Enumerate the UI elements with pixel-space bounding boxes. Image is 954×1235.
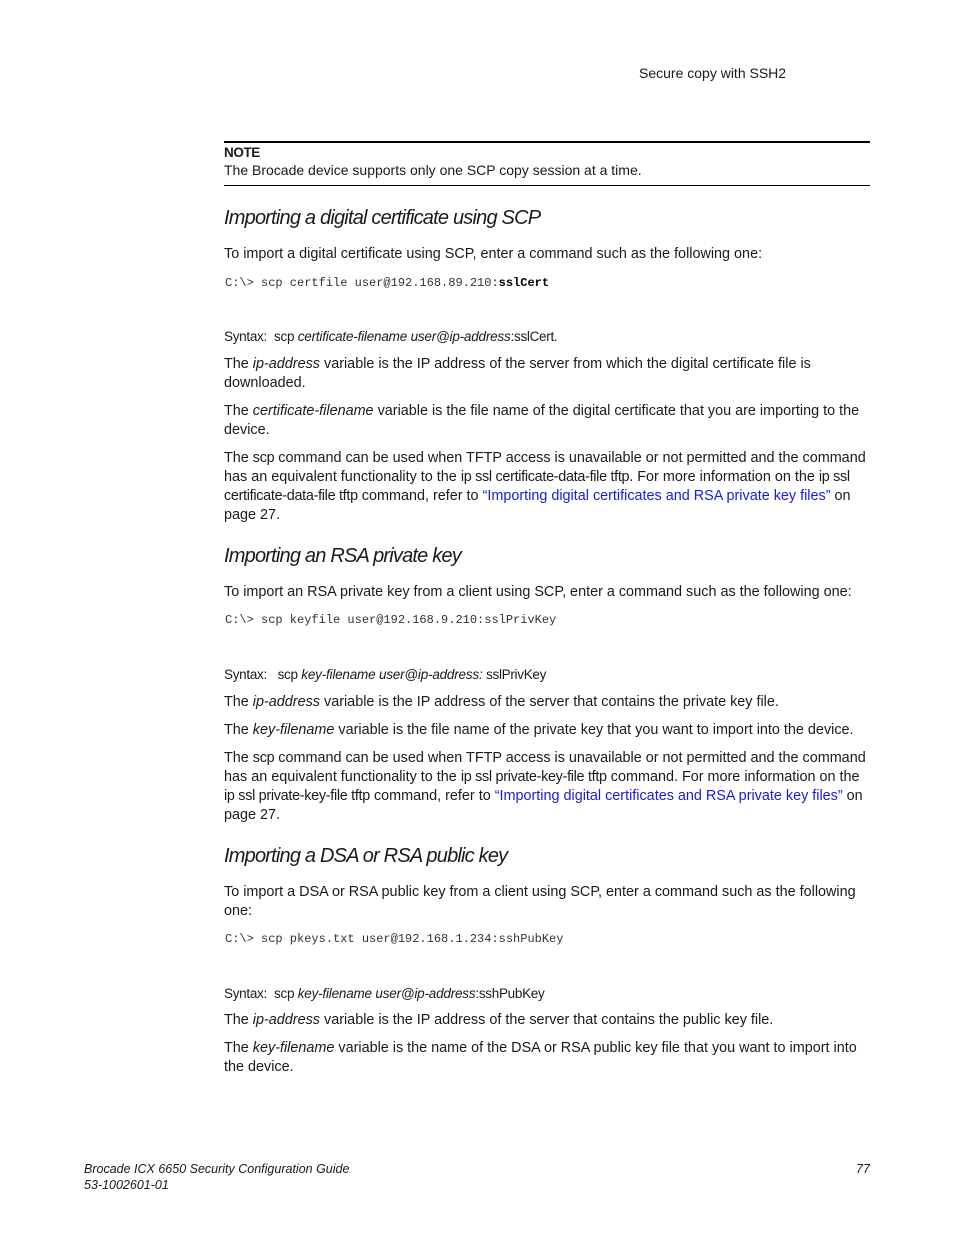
s3-syntax-vars: key-filename user@ip-address: [297, 986, 476, 1001]
note-text: The Brocade device supports only one SCP copy session at a time.: [224, 162, 642, 178]
s3-paragraph-key-filename: [224, 1039, 874, 1077]
s1-p3-scp: scp: [252, 450, 275, 466]
s2-syntax-tail: sslPrivKey: [486, 667, 547, 682]
s2-p3-e: on page 27.: [224, 788, 863, 823]
s2-p1-pre: The: [224, 694, 253, 710]
s1-p3-cmd2: ip ssl certificate-data-file tftp: [224, 469, 850, 504]
section-heading-dsa-rsa-public-key: Importing a DSA or RSA public key: [224, 845, 508, 867]
s2-p3-a: The: [224, 750, 253, 766]
s1-p1-var: ip-address: [252, 356, 320, 372]
s2-p3-cmd2: ip ssl private-key-file tftp: [224, 788, 370, 804]
s2-p2-pre: The: [224, 722, 253, 738]
s3-syntax: [224, 986, 544, 1001]
footer-document-number: 53-1002601-01: [84, 1178, 169, 1192]
s3-p1-pre: The: [224, 1012, 253, 1028]
s1-p2-var: certificate-filename: [252, 403, 374, 419]
s2-syntax: [224, 667, 546, 682]
s1-command-example: [225, 276, 549, 290]
note-top-rule: [224, 141, 870, 143]
s1-p2-pre: The: [224, 403, 253, 419]
running-header: Secure copy with SSH2: [639, 65, 787, 81]
s3-intro: To import a DSA or RSA public key from a client using SCP, enter a command such as the following one:: [224, 884, 856, 919]
s3-p2-post: variable is the name of the DSA or RSA public key file that you want to import into the device.: [224, 1040, 857, 1075]
s3-command-example: C:\> scp pkeys.txt user@192.168.1.234:sshPubKey: [225, 932, 564, 946]
s2-command-example: C:\> scp keyfile user@192.168.9.210:sslPrivKey: [225, 613, 557, 627]
s3-syntax-label: Syntax:: [224, 986, 267, 1001]
s1-p1-post: variable is the IP address of the server from which the digital certificate file is downloaded.: [224, 356, 811, 391]
s1-syntax-scp: scp: [274, 329, 295, 344]
s1-p3-d: command, refer to: [357, 488, 483, 504]
s2-p3-scp: scp: [252, 750, 275, 766]
s1-syntax-vars: certificate-filename user@ip-address: [297, 329, 511, 344]
s1-syntax-tail: :sslCert.: [510, 329, 558, 344]
s3-p1-var: ip-address: [252, 1012, 320, 1028]
s1-p3-b: command can be used when TFTP access is unavailable or not permitted and the command has an equivalent functionality to the: [224, 450, 866, 485]
s1-p3-e: on page 27.: [224, 488, 851, 523]
s2-p3-c: command. For more information on the: [606, 769, 860, 785]
s1-cross-reference-link[interactable]: “Importing digital certificates and RSA private key files”: [482, 488, 831, 504]
s2-p2-post: variable is the file name of the private key that you want to import into the device.: [334, 722, 854, 738]
s3-syntax-tail: :sshPubKey: [475, 986, 545, 1001]
s1-paragraph-ip-address: [224, 355, 874, 393]
s2-p3-d: command, refer to: [369, 788, 495, 804]
s1-p1-pre: The: [224, 356, 253, 372]
s1-syntax: [224, 329, 557, 344]
s2-p2-var: key-filename: [252, 722, 335, 738]
s1-p3-cmd1: ip ssl certificate-data-file tftp: [460, 469, 630, 485]
section-heading-digital-certificate: Importing a digital certificate using SCP: [224, 207, 541, 229]
s3-paragraph-ip-address: [224, 1011, 874, 1030]
s2-paragraph-key-filename: [224, 721, 874, 740]
s1-paragraph-scp: [224, 449, 874, 525]
s1-cmd-prefix: C:\> scp certfile user@192.168.89.210:: [225, 276, 499, 290]
s2-syntax-scp: scp: [277, 667, 298, 682]
footer-page-number: 77: [856, 1162, 870, 1176]
s2-syntax-label: Syntax:: [224, 667, 267, 682]
s1-intro: To import a digital certificate using SCP, enter a command such as the following one:: [224, 246, 763, 262]
section-heading-rsa-private-key: Importing an RSA private key: [224, 545, 461, 567]
note-title: NOTE: [224, 145, 260, 160]
s3-p2-pre: The: [224, 1040, 253, 1056]
s1-cmd-bold: sslCert: [498, 276, 550, 290]
footer-guide-title: Brocade ICX 6650 Security Configuration Guide: [84, 1162, 350, 1176]
s3-syntax-scp: scp: [274, 986, 295, 1001]
s2-p3-cmd1: ip ssl private-key-file tftp: [460, 769, 607, 785]
note-bottom-rule: [224, 185, 870, 186]
s2-intro: To import an RSA private key from a client using SCP, enter a command such as the following one:: [224, 584, 852, 600]
s2-p3-b: command can be used when TFTP access is unavailable or not permitted and the command has an equivalent functionality to the: [224, 750, 866, 785]
s2-syntax-vars: key-filename user@ip-address:: [301, 667, 483, 682]
s3-p1-post: variable is the IP address of the server that contains the public key file.: [320, 1012, 774, 1028]
s2-p1-post: variable is the IP address of the server that contains the private key file.: [320, 694, 779, 710]
s1-p3-c: . For more information on the: [629, 469, 819, 485]
s1-p3-a: The: [224, 450, 253, 466]
s2-paragraph-scp: [224, 749, 874, 825]
s2-paragraph-ip-address: [224, 693, 874, 712]
s3-p2-var: key-filename: [252, 1040, 335, 1056]
s1-p2-post: variable is the file name of the digital certificate that you are importing to the device.: [224, 403, 860, 438]
s1-paragraph-certificate-filename: [224, 402, 874, 440]
s2-p1-var: ip-address: [252, 694, 320, 710]
s2-cross-reference-link[interactable]: “Importing digital certificates and RSA private key files”: [494, 788, 843, 804]
s1-syntax-label: Syntax:: [224, 329, 267, 344]
